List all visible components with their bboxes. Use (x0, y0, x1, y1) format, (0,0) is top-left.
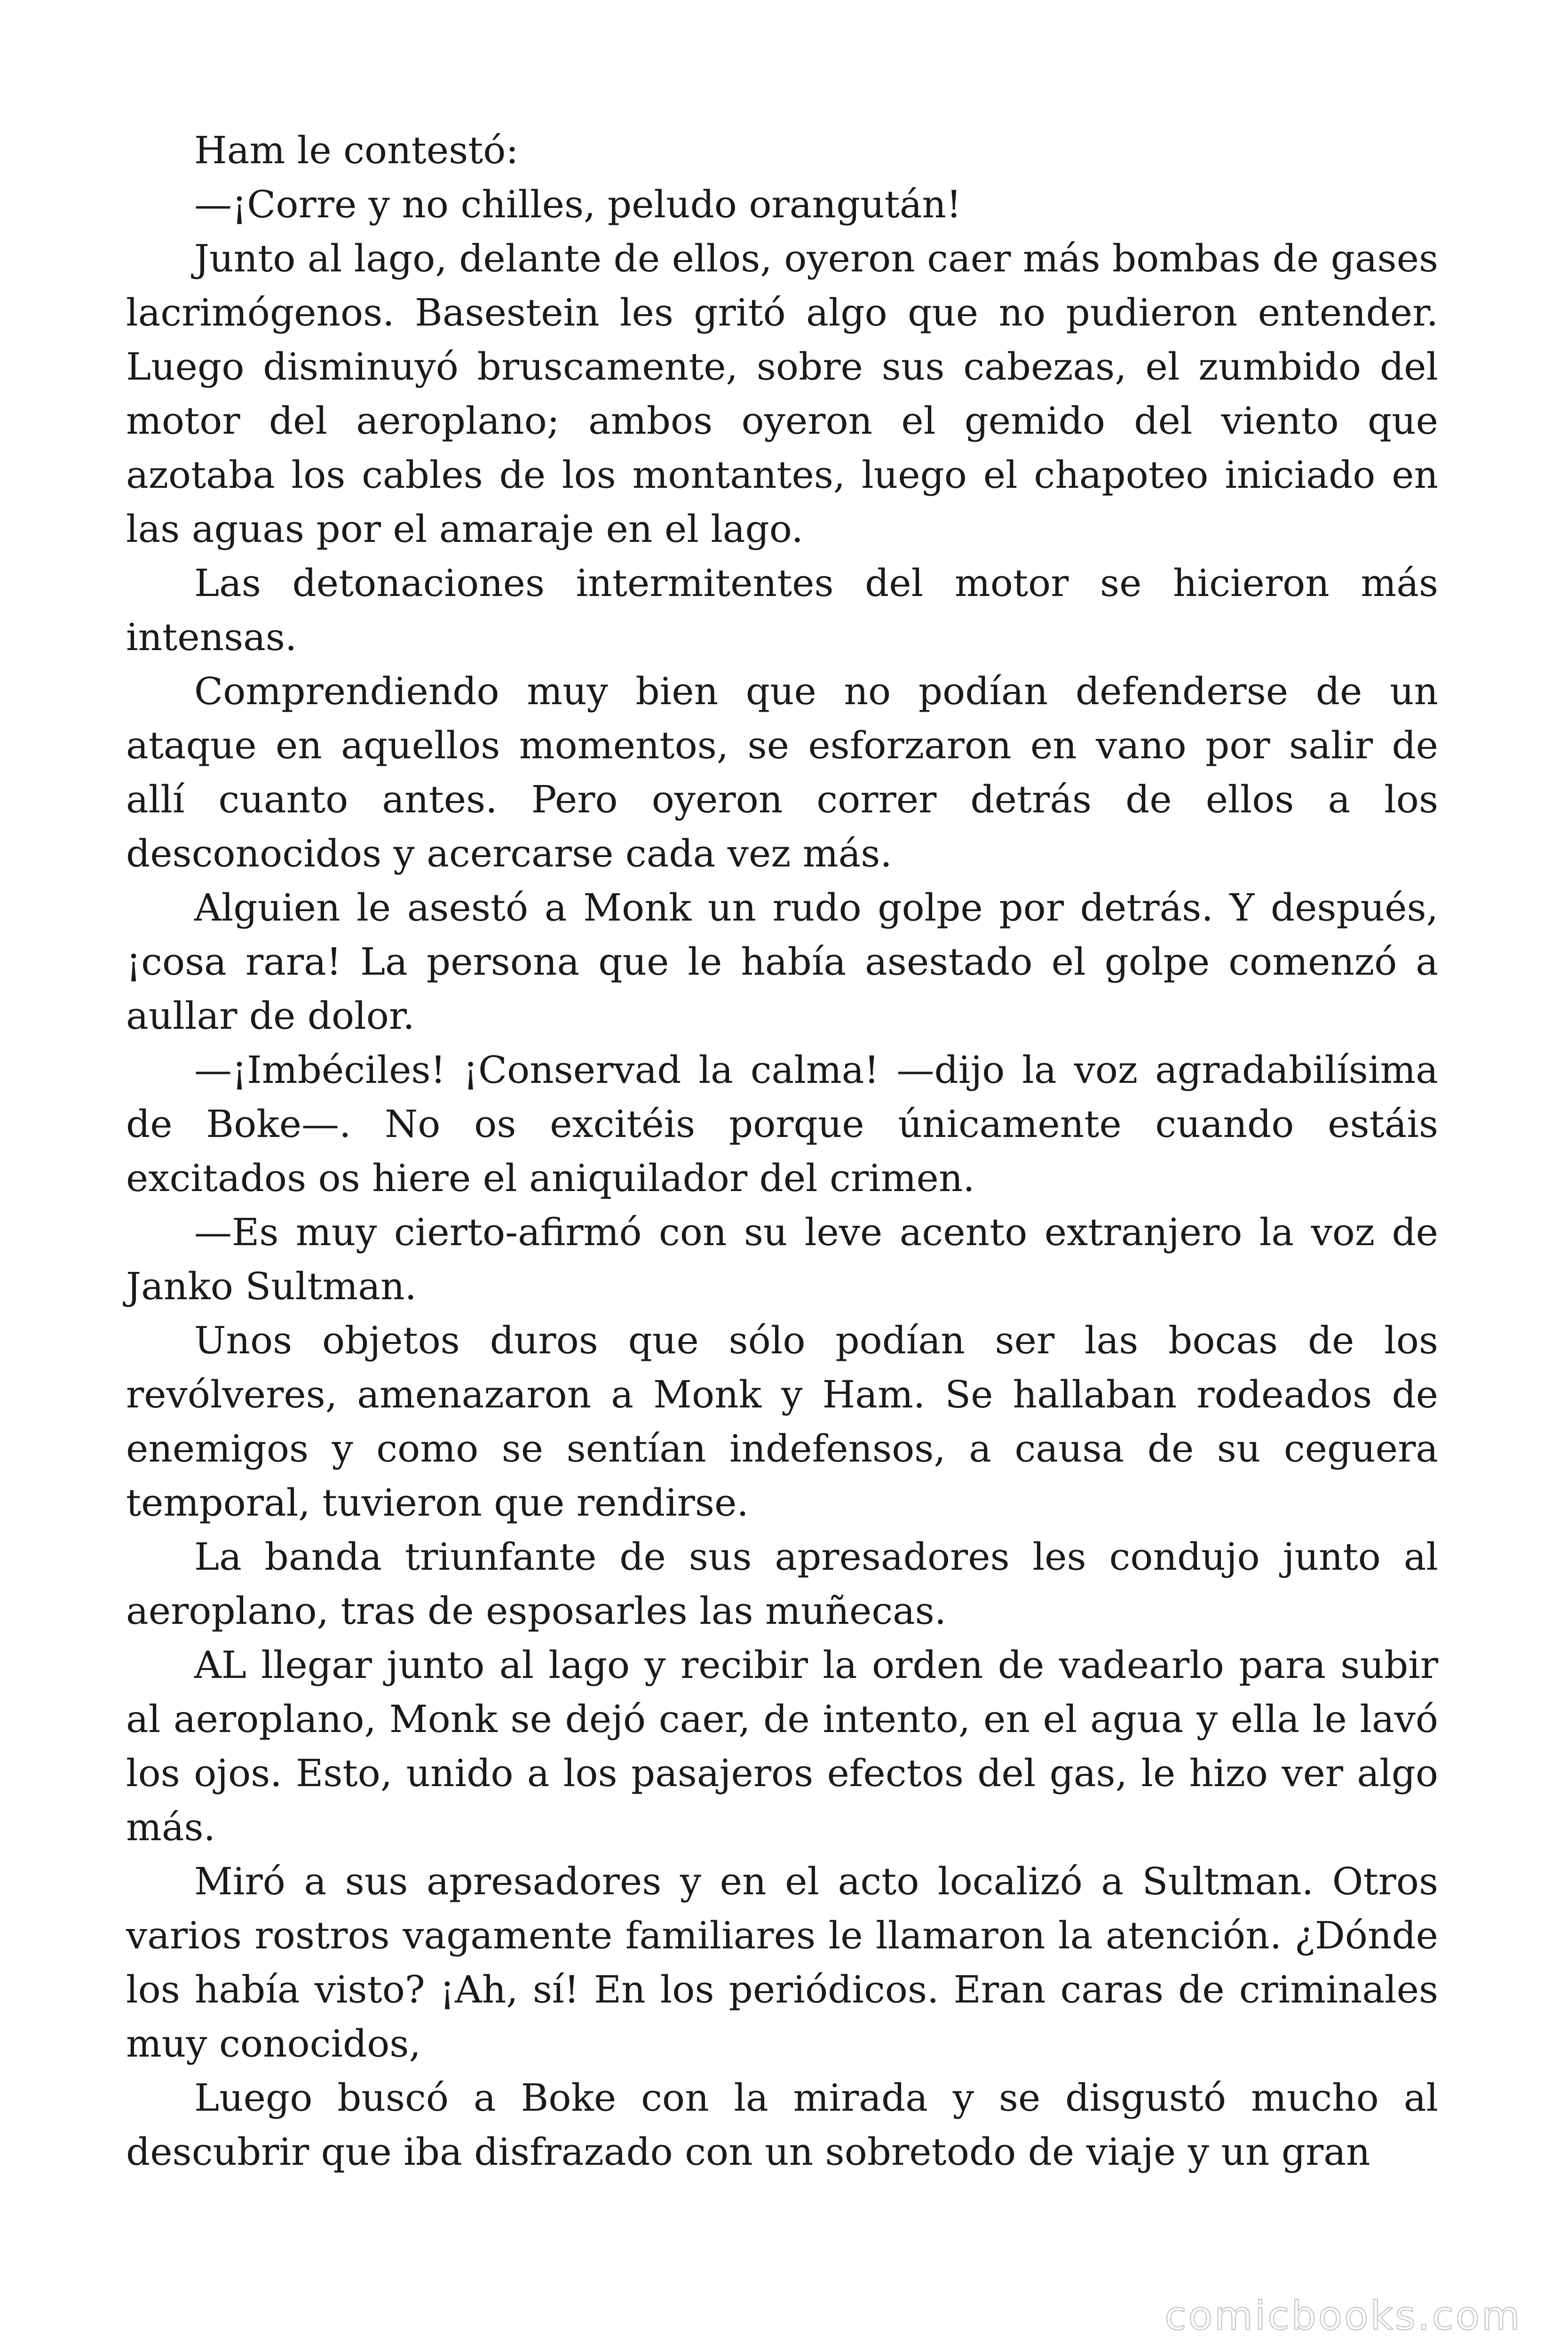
paragraph-6: Alguien le asestó a Monk un rudo golpe por detrás. Y después, ¡cosa rara! La persona que le había asestado el golpe comenzó a aullar de dolor. (126, 886, 1438, 1038)
paragraph-4: Las detonaciones intermitentes del motor se hicieron más intensas. (126, 561, 1438, 659)
paragraph-1: Ham le contestó: (194, 128, 519, 172)
paragraph-12: Miró a sus apresadores y en el acto localizó a Sultman. Otros varios rostros vagamente familiares le llamaron la atención. ¿Dónde los había visto? ¡Ah, sí! En los periódicos. Eran caras de criminales muy conocidos, (126, 1859, 1438, 2066)
paragraph-8: —Es muy cierto-afirmó con su leve acento extranjero la voz de Janko Sultman. (126, 1210, 1438, 1308)
watermark: comicbooks.com (1164, 2293, 1522, 2339)
paragraph-13: Luego buscó a Boke con la mirada y se disgustó mucho al descubrir que iba disfrazado con un sobretodo de viaje y un gran (126, 2076, 1438, 2174)
page-body (126, 123, 1438, 2179)
paragraph-5: Comprendiendo muy bien que no podían defenderse de un ataque en aquellos momentos, se esforzaron en vano por salir de allí cuanto antes. Pero oyeron correr detrás de ellos a los desconocidos y acercarse cada vez más. (126, 669, 1438, 875)
paragraph-9: Unos objetos duros que sólo podían ser las bocas de los revólveres, amenazaron a Monk y Ham. Se hallaban rodeados de enemigos y como se sentían indefensos, a causa de su ceguera temporal, tuvieron que rendirse. (126, 1319, 1438, 1525)
paragraph-3: Junto al lago, delante de ellos, oyeron caer más bombas de gases lacrimógenos. Basestein les gritó algo que no pudieron entender. Luego disminuyó bruscamente, sobre sus cabezas, el zumbido del motor del aeroplano; ambos oyeron el gemido del viento que azotaba los cables de los montantes, luego el chapoteo iniciado en las aguas por el amaraje en el lago. (126, 237, 1438, 551)
paragraph-10: La banda triunfante de sus apresadores les condujo junto al aeroplano, tras de esposarles las muñecas. (126, 1535, 1438, 1633)
paragraph-11: AL llegar junto al lago y recibir la orden de vadearlo para subir al aeroplano, Monk se dejó caer, de intento, en el agua y ella le lavó los ojos. Esto, unido a los pasajeros efectos del gas, le hizo ver algo más. (126, 1643, 1438, 1849)
paragraph-2: —¡Corre y no chilles, peludo orangután! (194, 183, 962, 226)
paragraph-7: —¡Imbéciles! ¡Conservad la calma! —dijo la voz agradabilísima de Boke—. No os excitéis porque únicamente cuando estáis excitados os hiere el aniquilador del crimen. (126, 1048, 1438, 1200)
